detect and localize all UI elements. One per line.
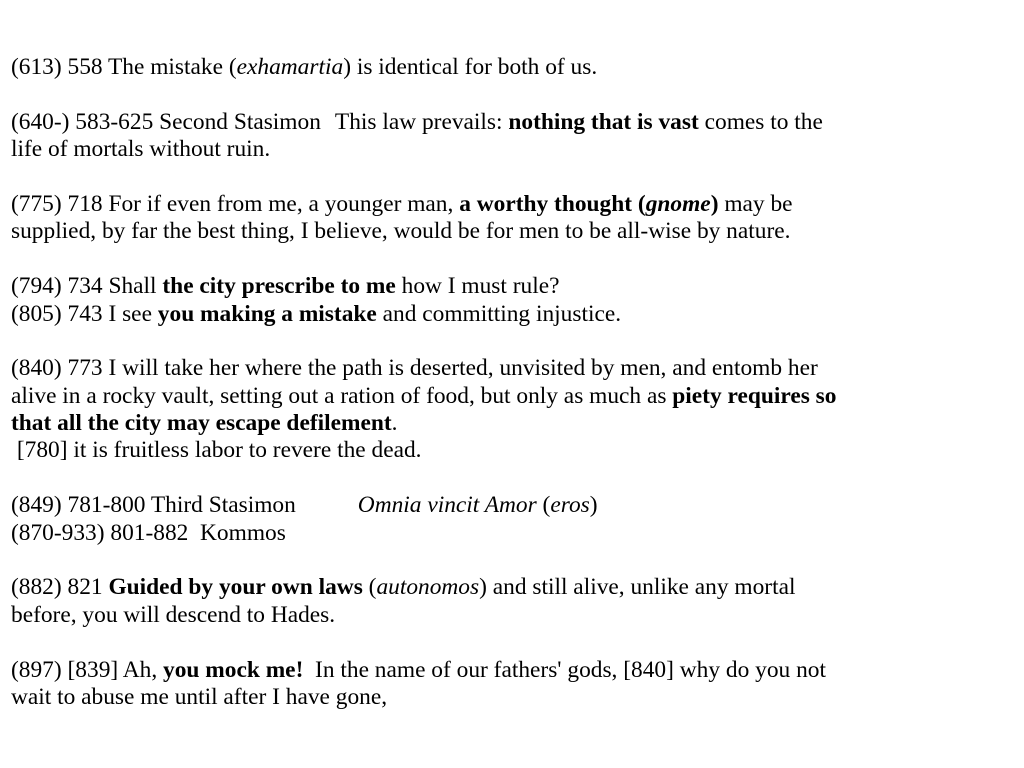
line-840-cont2 (11, 410, 1019, 437)
line-text: In the name of our fathers' gods, [840] why do you not (303, 656, 826, 683)
line-text: (897) [839] Ah, (11, 656, 164, 683)
line-870 (11, 520, 1019, 547)
line-613 (11, 54, 1019, 81)
line-640 (11, 109, 1019, 136)
greek-term-gnome: gnome (645, 190, 711, 217)
line-text: alive in a rocky vault, setting out a ration of food, but only as much as (11, 382, 673, 409)
line-text: wait to abuse me until after I have gone, (11, 683, 388, 710)
bold-phrase: the city prescribe to me (162, 273, 396, 300)
bold-phrase: a worthy thought ( (459, 190, 646, 217)
line-840 (11, 355, 1019, 382)
line-640-cont (11, 136, 1019, 163)
line-text: supplied, by far the best thing, I believe, would be for men to be all-wise by nature. (11, 218, 791, 245)
line-text: (849) 781-800 Third Stasimon (11, 492, 296, 519)
paragraph-spacer (11, 547, 1019, 574)
line-text: before, you will descend to Hades. (11, 601, 336, 628)
line-text: ( (536, 492, 551, 519)
greek-term-exhamartia: exhamartia (236, 54, 344, 80)
bold-phrase: you making a mistake (157, 300, 377, 327)
paragraph-spacer (11, 246, 1019, 273)
line-text: (870-933) 801-882 Kommos (11, 519, 286, 546)
line-text: (775) 718 For if even from me, a younger man, (11, 190, 460, 217)
line-840-cont (11, 383, 1019, 410)
line-897-cont (11, 684, 1019, 711)
line-805 (11, 301, 1019, 328)
line-text: ( (362, 574, 377, 601)
bold-phrase: ) (710, 190, 719, 217)
line-text: (840) 773 I will take her where the path is deserted, unvisited by men, and entomb her (11, 355, 818, 382)
line-text: (882) 821 (11, 574, 109, 601)
line-text: (794) 734 Shall (11, 273, 163, 300)
line-text: (805) 743 I see (11, 300, 158, 327)
line-794 (11, 273, 1019, 300)
line-849 (11, 492, 1019, 519)
line-text: ) is identical for both of us. (343, 54, 598, 80)
line-text: may be (718, 190, 793, 217)
greek-term-eros: eros (550, 492, 590, 519)
paragraph-spacer (11, 81, 1019, 108)
latin-phrase: Omnia vincit Amor (357, 492, 537, 519)
paragraph-spacer (11, 328, 1019, 355)
line-text: life of mortals without ruin. (11, 136, 271, 163)
greek-term-autonomos: autonomos (376, 574, 480, 601)
bold-phrase: that all the city may escape defilement (11, 410, 392, 437)
line-897 (11, 657, 1019, 684)
line-text: . (391, 410, 398, 437)
bold-phrase: nothing that is vast (508, 108, 699, 135)
line-text: comes to the (698, 108, 823, 135)
line-text: ) and still alive, unlike any mortal (479, 574, 796, 601)
line-775-cont (11, 218, 1019, 245)
paragraph-spacer (11, 629, 1019, 656)
bold-phrase: Guided by your own laws (108, 574, 363, 601)
line-text: and committing injustice. (376, 300, 622, 327)
bold-phrase: piety requires so (672, 382, 837, 409)
paragraph-spacer (11, 465, 1019, 492)
paragraph-spacer (11, 164, 1019, 191)
line-text: (613) 558 The mistake ( (11, 54, 237, 80)
line-775 (11, 191, 1019, 218)
line-text: This law prevails: (334, 108, 509, 135)
line-text: ) (589, 492, 598, 519)
line-text: how I must rule? (395, 273, 560, 300)
line-882 (11, 574, 1019, 601)
line-text: (640-) 583-625 Second Stasimon (11, 108, 321, 135)
bold-phrase: you mock me! (163, 656, 304, 683)
line-780 (11, 437, 1019, 464)
line-text: [780] it is fruitless labor to revere the dead. (11, 437, 422, 464)
document-page (11, 54, 1019, 711)
line-882-cont (11, 602, 1019, 629)
